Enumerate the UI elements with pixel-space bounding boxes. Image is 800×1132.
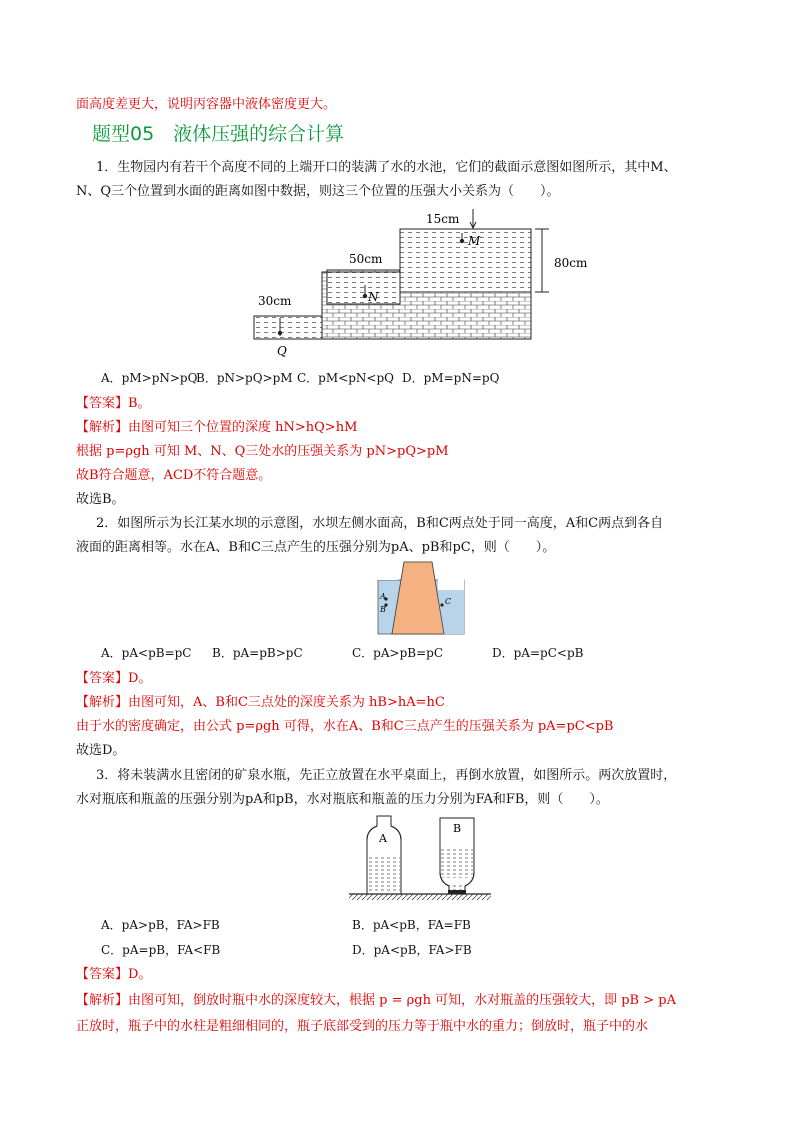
section-title: 题型05 液体压强的综合计算 (92, 123, 345, 145)
q3-answer: 【答案】D。 (76, 967, 152, 982)
q2-dam-figure (376, 560, 466, 636)
q2-analysis-2: 由于水的密度确定，由公式 p=ρgh 可得，水在A、B和C三点产生的压强关系为 pA=pC<pB (76, 719, 614, 734)
q1-stem-line-2: N、Q三个位置到水面的距离如图中数据，则这三个位置的压强大小关系为（ ）。 (76, 184, 560, 199)
q2-option-c[interactable]: C．pA>pB=pC (352, 646, 444, 660)
label-q: Q (277, 344, 287, 358)
intro-line: 面高度差更大，说明丙容器中液体密度更大。 (76, 97, 337, 112)
bottle-label-a: A (379, 832, 387, 845)
q3-analysis-1: 【解析】由图可知，倒放时瓶中水的深度较大，根据 p = ρgh 可知，水对瓶盖的压强较大，即 pB > pA (76, 993, 676, 1008)
q2-option-a[interactable]: A．pA<pB=pC (101, 646, 192, 660)
bottle-label-b: B (453, 822, 462, 835)
q1-analysis-3: 故B符合题意，ACD不符合题意。 (76, 468, 272, 483)
label-n: N (368, 290, 379, 304)
q2-stem-line-1: 2．如图所示为长江某水坝的示意图，水坝左侧水面高，B和C两点处于同一高度，A和C两点到各自 (96, 516, 664, 531)
q3-option-b[interactable]: B．pA<pB，FA=FB (352, 918, 471, 932)
q3-analysis-2: 正放时，瓶子中的水柱是粗细相同的，瓶子底部受到的压力等于瓶中水的重力；倒放时，瓶子中的水 (76, 1019, 649, 1034)
label-80cm: 80cm (554, 256, 588, 270)
q2-conclusion: 故选D。 (76, 743, 126, 758)
q2-answer: 【答案】D。 (76, 671, 152, 686)
q1-stem-line-1: 1．生物园内有若干个高度不同的上端开口的装满了水的水池，它们的截面示意图如图所示，其中M、 (96, 160, 677, 175)
label-15cm: 15cm (426, 212, 460, 226)
label-30cm: 30cm (258, 294, 292, 308)
q3-option-d[interactable]: D．pA<pB，FA>FB (352, 943, 472, 957)
q1-answer: 【答案】B。 (76, 396, 151, 411)
q2-option-d[interactable]: D．pA=pC<pB (492, 646, 584, 660)
q2-stem-line-2: 液面的距离相等。水在A、B和C三点产生的压强分别为pA、pB和pC，则（ ）。 (76, 540, 556, 555)
q1-pools-figure (240, 205, 588, 360)
q1-analysis-1: 【解析】由图可知三个位置的深度 hN>hQ>hM (76, 420, 358, 435)
q1-conclusion: 故选B。 (76, 492, 125, 507)
q1-option-b[interactable]: B．pN>pQ>pM (196, 371, 293, 385)
q2-option-b[interactable]: B．pA=pB>pC (212, 646, 303, 660)
q3-option-a[interactable]: A．pA>pB，FA>FB (101, 918, 220, 932)
label-a: A (380, 592, 386, 601)
q1-option-c[interactable]: C．pM<pN<pQ (297, 371, 394, 385)
label-c: C (445, 597, 452, 606)
label-b: B (380, 605, 386, 614)
q3-stem-line-2: 水对瓶底和瓶盖的压强分别为pA和pB，水对瓶底和瓶盖的压力分别为FA和FB，则（ ）。 (76, 792, 609, 807)
q3-stem-line-1: 3．将未装满水且密闭的矿泉水瓶，先正立放置在水平桌面上，再倒水放置，如图所示。两次放置时， (96, 768, 677, 783)
q3-bottles-figure (345, 812, 495, 908)
label-50cm: 50cm (349, 252, 383, 266)
q2-analysis-1: 【解析】由图可知，A、B和C三点处的深度关系为 hB>hA=hC (76, 695, 445, 710)
q3-option-c[interactable]: C．pA=pB，FA<FB (101, 943, 221, 957)
q1-option-a[interactable]: A．pM>pN>pQ (101, 371, 198, 385)
q1-analysis-2: 根据 p=ρgh 可知 M、N、Q三处水的压强关系为 pN>pQ>pM (76, 444, 449, 459)
q1-option-d[interactable]: D．pM=pN=pQ (402, 371, 500, 385)
label-m: M (468, 234, 481, 248)
